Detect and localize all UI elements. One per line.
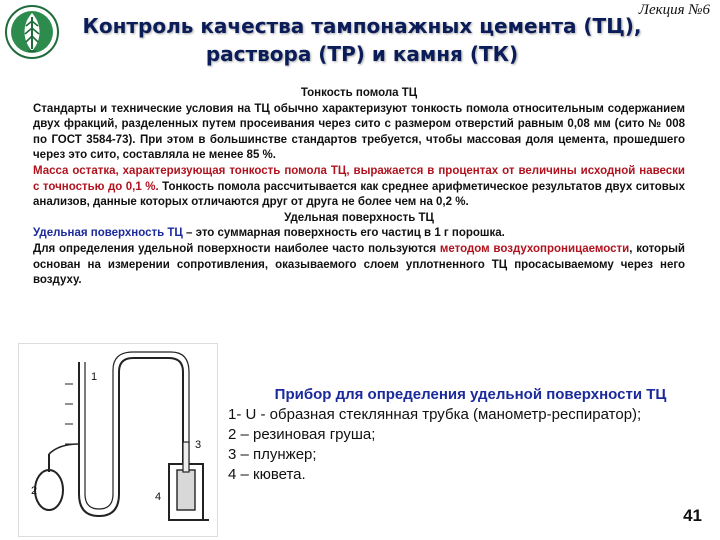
surface-definition: – это суммарная поверхность его частиц в 1 г порошка.	[182, 227, 505, 240]
title-line-1: Контроль качества тампонажных цемента (ТЦ),	[82, 14, 642, 38]
figure-label-3: 3	[195, 439, 202, 451]
surface-term: Удельная поверхность ТЦ	[33, 227, 183, 240]
caption-item-4: 4 – кювета.	[228, 466, 306, 483]
apparatus-diagram	[18, 343, 218, 537]
title-line-2: раствора (ТР) и камня (ТК)	[205, 42, 519, 66]
paragraph-surface-method	[33, 242, 685, 289]
paragraph-surface-definition	[33, 226, 685, 242]
paragraph-residue	[33, 164, 685, 211]
main-text	[33, 86, 685, 289]
paragraph-fineness-standards: Стандарты и технические условия на ТЦ обычно характеризуют тонкость помола относительным содержанием двух фракций, разделенных путем просеивания через сито с размером отверстий равным 0,08 мм (сито № 008 по ГОСТ 3584-73). При этом в большинстве стандартов требуется, чтобы массовая доля цемента, прошедшего через это сито, составляла не менее 85 %.	[33, 102, 685, 162]
residue-highlight: Масса остатка, характеризующая тонкость помола ТЦ, выражается в процентах от величины исходной навески с точностью до 0,1 %.	[33, 164, 685, 193]
figure-label-1: 1	[91, 371, 98, 383]
caption-item-3: 3 – плунжер;	[228, 446, 317, 463]
caption-title: Прибор для определения удельной поверхности ТЦ	[274, 386, 667, 403]
caption-item-1: 1- U - образная стеклянная трубка (манометр-респиратор);	[228, 406, 642, 423]
method-start: Для определения удельной поверхности наиболее часто пользуются	[33, 242, 440, 255]
figure-label-4: 4	[155, 491, 162, 503]
residue-rest: Тонкость помола рассчитывается как среднее арифметическое результатов двух ситовых анализов, данные которых отличаются друг от друга не более чем на 0,2 %.	[33, 180, 686, 209]
lecture-number: Лекция №6	[638, 2, 710, 18]
institution-logo-icon	[4, 4, 60, 60]
page-title	[62, 12, 662, 68]
figure-label-2: 2	[31, 485, 38, 497]
figure-caption	[228, 385, 713, 485]
method-end: , который основан на измерении сопротивления, оказываемого слоем уплотненного ТЦ просасываемому через него воздуху.	[33, 242, 685, 287]
section-heading-fineness: Тонкость помола ТЦ	[300, 87, 418, 99]
method-highlight: методом воздухопроницаемости	[439, 242, 630, 255]
page-number: 41	[683, 506, 702, 525]
caption-item-2: 2 – резиновая груша;	[228, 426, 376, 443]
section-heading-surface: Удельная поверхность ТЦ	[284, 211, 434, 224]
